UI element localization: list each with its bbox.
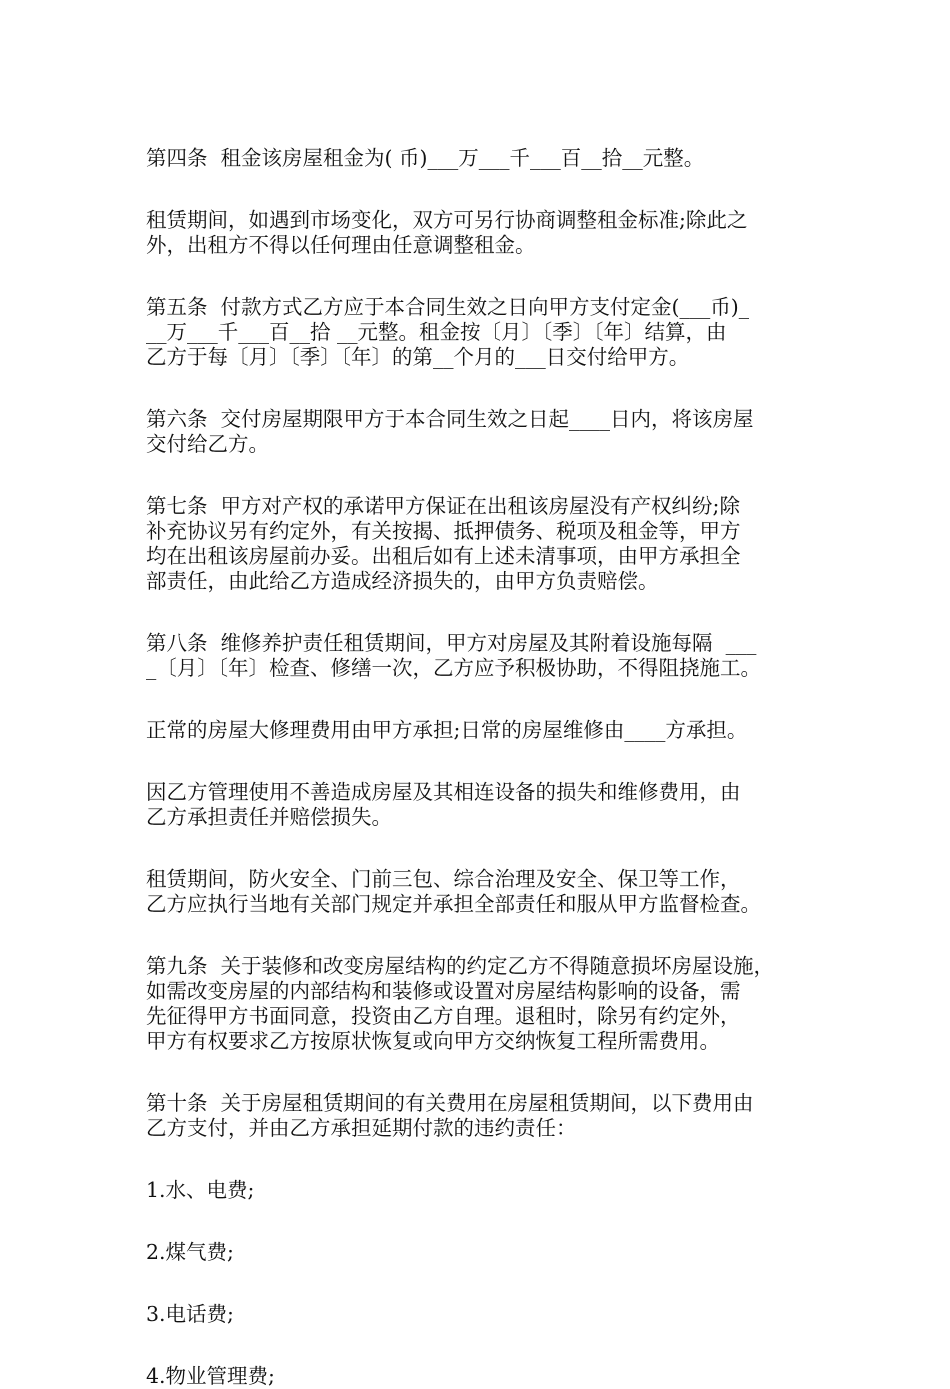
text-line: 第六条 交付房屋期限甲方于本合同生效之日起____日内，将该房屋 (146, 407, 754, 431)
paragraph (146, 718, 814, 743)
text-line: __万___千___百__拾 __元整。租金按〔月〕〔季〕〔年〕结算，由 (146, 320, 727, 344)
text-line: 乙方于每〔月〕〔季〕〔年〕的第__个月的___日交付给甲方。 (146, 345, 690, 369)
text-line: 外，出租方不得以任何理由任意调整租金。 (146, 233, 536, 257)
text-line: _〔月〕〔年〕检查、修缮一次，乙方应予积极协助，不得阻挠施工。 (146, 656, 761, 680)
document-page (146, 146, 814, 1389)
paragraph-gap (146, 1141, 814, 1178)
text-line: 交付给乙方。 (146, 432, 269, 456)
text-line: 租赁期间，如遇到市场变化，双方可另行协商调整租金标准;除此之 (146, 208, 748, 232)
text-line: 租赁期间，防火安全、门前三包、综合治理及安全、保卫等工作， (146, 867, 741, 891)
paragraph-gap (146, 681, 814, 718)
paragraph (146, 780, 814, 830)
paragraph-gap (146, 370, 814, 407)
paragraph-gap (146, 1327, 814, 1364)
paragraph (146, 954, 814, 1054)
text-line: 正常的房屋大修理费用由甲方承担;日常的房屋维修由____方承担。 (146, 718, 748, 742)
paragraph-gap (146, 917, 814, 954)
text-line: 1.水、电费; (146, 1178, 255, 1202)
paragraph (146, 867, 814, 917)
paragraph (146, 407, 814, 457)
paragraph-gap (146, 1203, 814, 1240)
text-line: 部责任，由此给乙方造成经济损失的，由甲方负责赔偿。 (146, 569, 659, 593)
text-line: 均在出租该房屋前办妥。出租后如有上述未清事项，由甲方承担全 (146, 544, 741, 568)
text-line: 补充协议另有约定外，有关按揭、抵押债务、税项及租金等，甲方 (146, 519, 741, 543)
paragraph-gap (146, 743, 814, 780)
paragraph (146, 1364, 814, 1389)
paragraph (146, 208, 814, 258)
text-line: 3.电话费; (146, 1302, 234, 1326)
paragraph (146, 1178, 814, 1203)
text-line: 乙方应执行当地有关部门规定并承担全部责任和服从甲方监督检查。 (146, 892, 761, 916)
paragraph-gap (146, 1054, 814, 1091)
paragraph-gap (146, 830, 814, 867)
text-line: 甲方有权要求乙方按原状恢复或向甲方交纳恢复工程所需费用。 (146, 1029, 720, 1053)
text-line: 2.煤气费; (146, 1240, 234, 1264)
paragraph (146, 146, 814, 171)
paragraph (146, 631, 814, 681)
text-line: 因乙方管理使用不善造成房屋及其相连设备的损失和维修费用，由 (146, 780, 741, 804)
paragraph-gap (146, 258, 814, 295)
text-line: 如需改变房屋的内部结构和装修或设置对房屋结构影响的设备，需 (146, 979, 741, 1003)
paragraph (146, 494, 814, 594)
text-line: 乙方支付，并由乙方承担延期付款的违约责任： (146, 1116, 577, 1140)
text-line: 第七条 甲方对产权的承诺甲方保证在出租该房屋没有产权纠纷;除 (146, 494, 740, 518)
paragraph-gap (146, 1265, 814, 1302)
paragraph (146, 1302, 814, 1327)
text-line: 乙方承担责任并赔偿损失。 (146, 805, 392, 829)
paragraph (146, 1091, 814, 1141)
paragraph-gap (146, 457, 814, 494)
text-line: 第四条 租金该房屋租金为( 币)___万___千___百__拾__元整。 (146, 146, 705, 170)
paragraph (146, 1240, 814, 1265)
paragraph-gap (146, 171, 814, 208)
paragraph-gap (146, 594, 814, 631)
text-line: 第九条 关于装修和改变房屋结构的约定乙方不得随意损坏房屋设施， (146, 954, 775, 978)
text-line: 第十条 关于房屋租赁期间的有关费用在房屋租赁期间，以下费用由 (146, 1091, 754, 1115)
text-line: 4.物业管理费; (146, 1364, 275, 1388)
text-line: 先征得甲方书面同意，投资由乙方自理。退租时，除另有约定外， (146, 1004, 741, 1028)
text-line: 第五条 付款方式乙方应于本合同生效之日向甲方支付定金(___币)_ (146, 295, 750, 319)
paragraph (146, 295, 814, 370)
text-line: 第八条 维修养护责任租赁期间，甲方对房屋及其附着设施每隔 ___ (146, 631, 757, 655)
